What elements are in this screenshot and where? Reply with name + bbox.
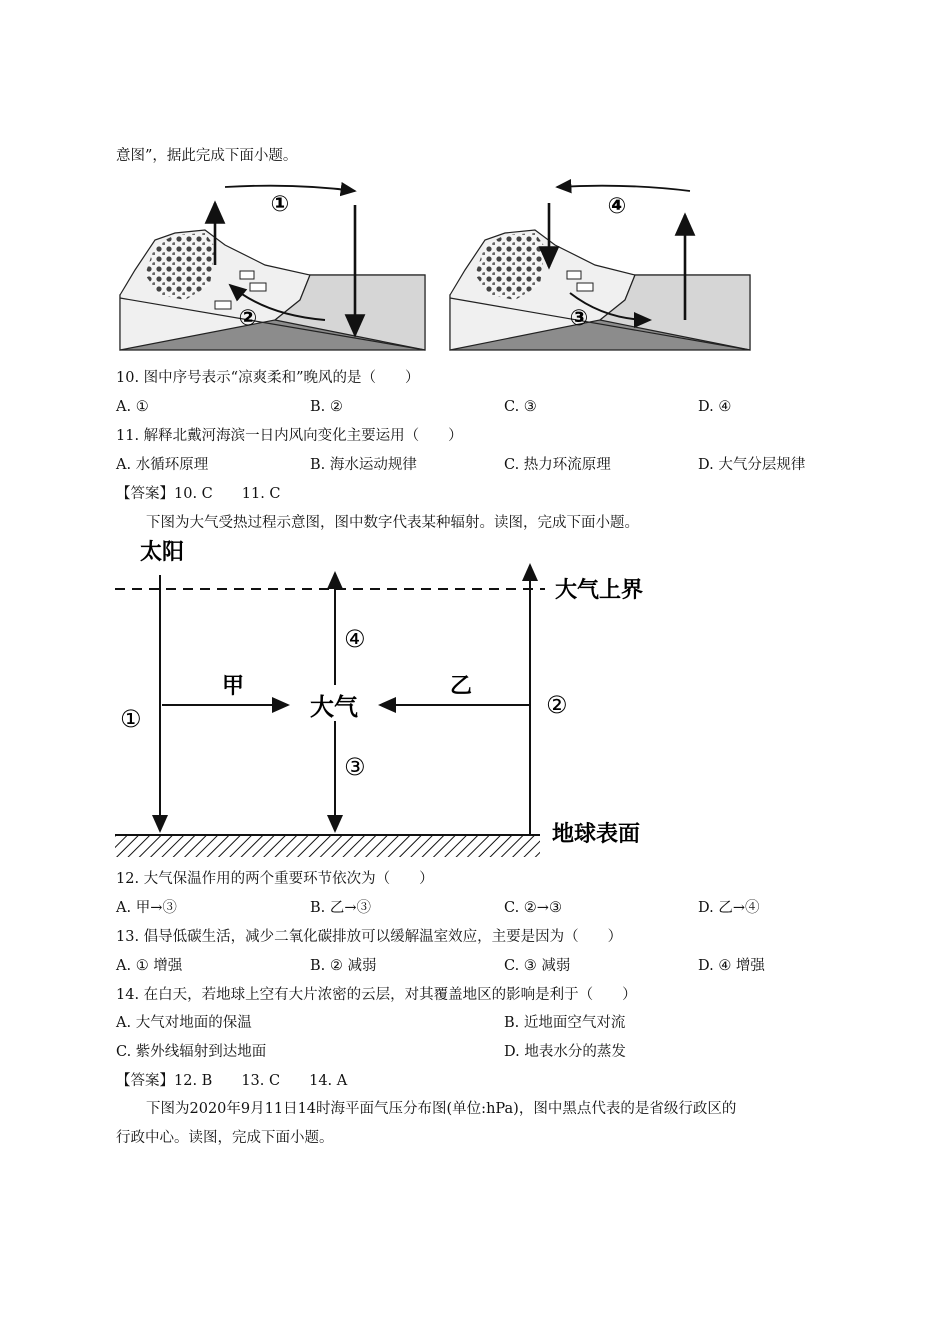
intro-heating-process: 下图为大气受热过程示意图，图中数字代表某种辐射。读图，完成下面小题。	[146, 515, 639, 531]
q13-option-a: A. ① 增强	[116, 958, 183, 974]
radiation-4-label: ④	[344, 625, 366, 653]
q11-stem: 11. 解释北戴河海滨一日内风向变化主要运用（ ）	[116, 428, 463, 444]
q13-option-c: C. ③ 减弱	[504, 958, 571, 974]
q11-option-a: A. 水循环原理	[116, 457, 209, 473]
answer-10-11: 【答案】10. C 11. C	[116, 486, 281, 502]
atmosphere-label: 大气	[310, 693, 358, 721]
q14-stem: 14. 在白天，若地球上空有大片浓密的云层，对其覆盖地区的影响是利于（ ）	[116, 987, 637, 1003]
q12-option-b: B. 乙→③	[310, 900, 372, 916]
earth-surface-label: 地球表面	[552, 822, 641, 847]
q12-stem: 12. 大气保温作用的两个重要环节依次为（ ）	[116, 871, 434, 887]
q10-stem: 10. 图中序号表示“凉爽柔和”晚风的是（ ）	[116, 370, 420, 386]
radiation-1-label: ①	[120, 705, 142, 733]
q11-option-d: D. 大气分层规律	[698, 457, 806, 473]
q12-option-a: A. 甲→③	[116, 900, 177, 916]
q13-option-b: B. ② 减弱	[310, 958, 377, 974]
q12-option-c: C. ②→③	[504, 900, 562, 916]
q10-option-b: B. ②	[310, 399, 343, 415]
q14-option-d: D. 地表水分的蒸发	[504, 1044, 626, 1060]
q10-option-c: C. ③	[504, 399, 537, 415]
jia-label: 甲	[222, 674, 245, 699]
label-4: ④	[607, 194, 627, 219]
q11-option-c: C. 热力环流原理	[504, 457, 611, 473]
nighttime-panel	[450, 186, 750, 350]
radiation-2-label: ②	[546, 691, 568, 719]
label-1: ①	[270, 192, 290, 217]
label-3: ③	[569, 306, 589, 331]
yi-label: 乙	[450, 674, 473, 699]
q13-option-d: D. ④ 增强	[698, 958, 765, 974]
q10-option-a: A. ①	[116, 399, 149, 415]
q13-stem: 13. 倡导低碳生活，减少二氧化碳排放可以缓解温室效应，主要是因为（ ）	[116, 929, 623, 945]
q12-option-d: D. 乙→④	[698, 900, 760, 916]
intro-tail: 意图”，据此完成下面小题。	[116, 148, 298, 164]
q14-option-a: A. 大气对地面的保温	[116, 1015, 252, 1031]
q10-option-d: D. ④	[698, 399, 732, 415]
daytime-panel	[120, 186, 425, 350]
q14-option-c: C. 紫外线辐射到达地面	[116, 1044, 267, 1060]
q11-option-b: B. 海水运动规律	[310, 457, 417, 473]
top-of-atmosphere-label: 大气上界	[555, 578, 644, 603]
atmosphere-heating-figure	[110, 535, 690, 865]
intro-pressure-map-line1: 下图为2020年9月11日14时海平面气压分布图(单位:hPa)，图中黑点代表的是省级行政区的	[146, 1101, 737, 1117]
answer-12-14: 【答案】12. B 13. C 14. A	[116, 1073, 348, 1089]
q14-option-b: B. 近地面空气对流	[504, 1015, 626, 1031]
label-2: ②	[238, 306, 258, 331]
radiation-3-label: ③	[344, 753, 366, 781]
sun-label: 太阳	[140, 540, 185, 565]
sea-land-breeze-figure	[115, 175, 755, 355]
intro-pressure-map-line2: 行政中心。读图，完成下面小题。	[116, 1130, 334, 1146]
